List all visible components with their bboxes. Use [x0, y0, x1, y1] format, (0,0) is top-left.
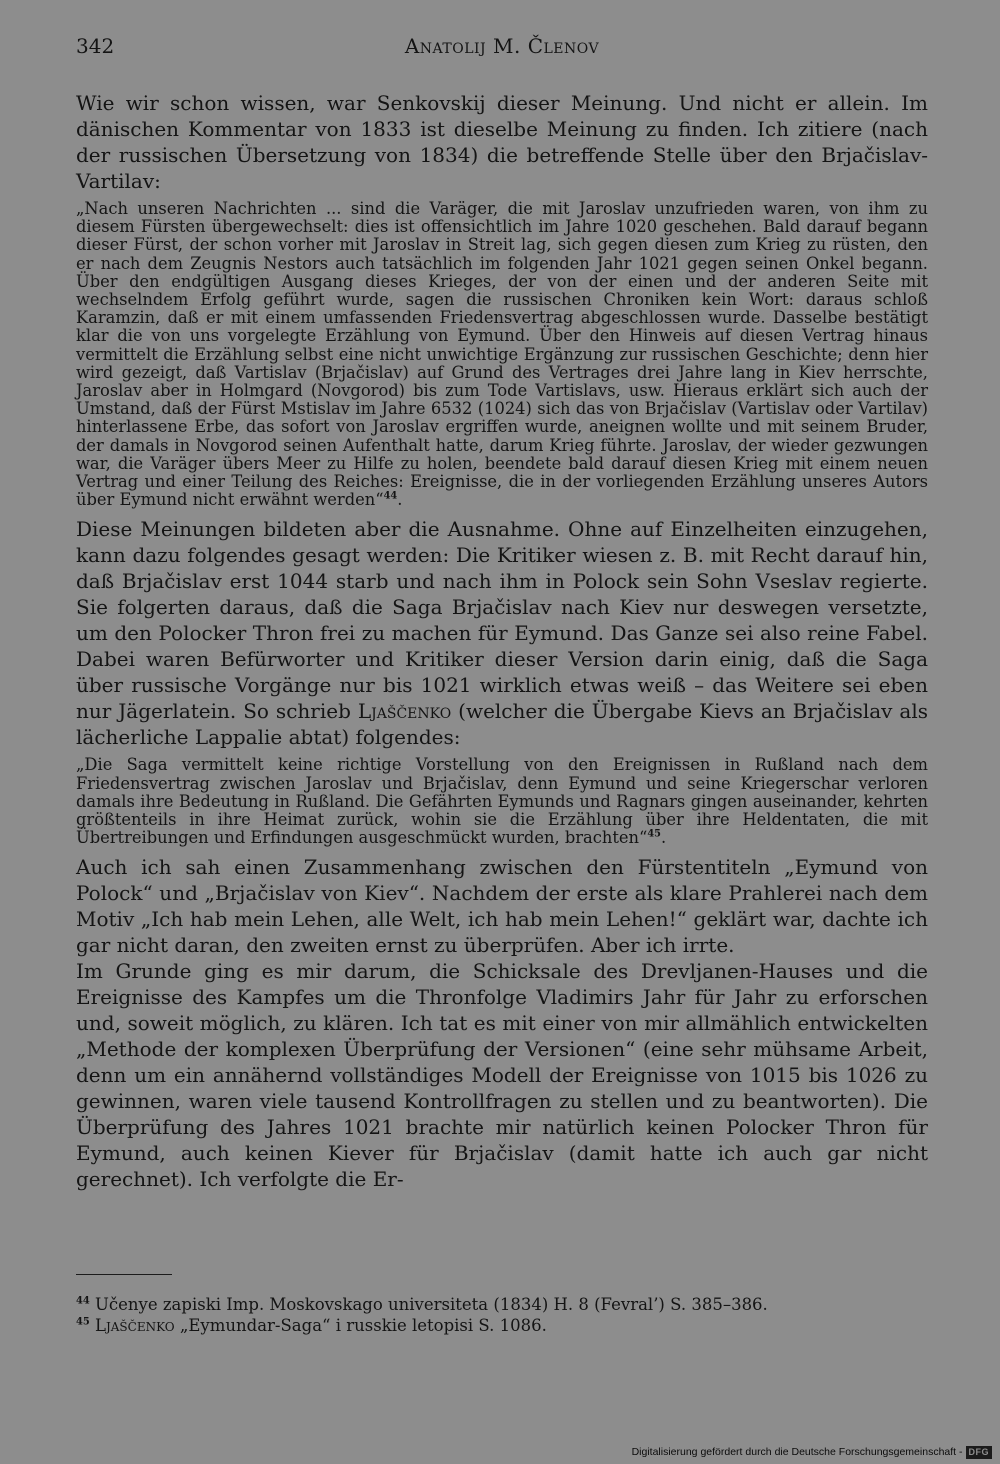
author-name: Ljaščenko — [357, 699, 452, 724]
footnote-ref-45[interactable]: 45 — [647, 828, 661, 840]
page-header — [76, 34, 928, 64]
footnote-divider — [76, 1274, 172, 1275]
footnote-number: 45 — [76, 1316, 90, 1328]
footnotes — [76, 1294, 928, 1336]
quote-end: . — [397, 490, 403, 510]
footnote-44 — [76, 1294, 928, 1315]
footnote-text: „Eymundar-Saga“ i russkie letopisi S. 1086. — [174, 1316, 547, 1335]
credit-text: Digitalisierung gefördert durch die Deutsche Forschungsgemeinschaft - — [631, 1446, 963, 1458]
quote-text: „Nach unseren Nachrichten ... sind die Varäger, die mit Jaroslav unzufrieden waren, von ihm zu diesem Fürsten übergewechselt: dies ist offensichtlich im Jahre 1020 geschehen. Bald darauf begann dieser Fürst, der schon vorher mit Jaroslav in Streit lag, sich gegen diesen zum Krieg zu rüsten, den er nach dem Zeugnis Nestors auch tatsächlich im folgenden Jahr 1021 gegen seinen Onkel begann. Über den endgültigen Ausgang dieses Krieges, der von der einen und der anderen Seite mit wechselndem Erfolg geführt wurde, sagen die russischen Chroniken kein Wort: daraus schloß Karamzin, daß er mit einem umfassenden Friedensvertrag abgeschlossen wurde. Dasselbe bestätigt klar die von uns vorgelegte Erzählung von Eymund. Über den Hinweis auf diesen Vertrag hinaus vermittelt die Erzählung selbst eine nicht unwichtige Ergänzung zur russischen Geschichte; denn hier wird gezeigt, daß Vartislav (Brjačislav) auf Grund des Vertrages drei Jahre lang in Kiev herrschte, Jaroslav aber in Holmgard (Novgorod) bis zum Tode Vartislavs, usw. Hieraus erklärt sich auch der Umstand, daß der Fürst Mstislav im Jahre 6532 (1024) sich das von Brjačislav (Vartislav oder Vartilav) hinterlassene Erbe, das sofort von Jaroslav ergriffen wurde, aneignen wollte und mit seinem Bruder, der damals in Novgorod seinen Aufenthalt hatte, darum Krieg führte. Jaroslav, der wieder gezwungen war, die Varäger übers Meer zu Hilfe zu holen, beendete bald darauf diesen Krieg mit einem neuen Vertrag und einer Teilung des Reiches: Ereignisse, die in der vorliegenden Erzählung unseres Autors über Eymund nicht erwähnt werden“ — [76, 199, 928, 510]
paragraph-2-tail: (welcher die Übergabe Kievs an Brjačislav als lächerliche Lappalie abtat) folgendes: — [76, 699, 929, 750]
quote-end: . — [660, 828, 667, 848]
page-number: 342 — [76, 34, 115, 58]
main-text — [76, 90, 928, 1192]
footnote-ref-44[interactable]: 44 — [383, 490, 398, 502]
footnote-author: Ljaščenko — [95, 1316, 175, 1335]
block-quote-1 — [76, 200, 928, 509]
footnote-number: 44 — [76, 1295, 90, 1307]
paragraph-1: Wie wir schon wissen, war Senkovskij dieser Meinung. Und nicht er allein. Im dänischen Kommentar von 1833 ist dieselbe Meinung zu finden. Ich zitiere (nach der russischen Übersetzung von 1834) die betreffende Stelle über den Brjačislav-Vartilav: — [76, 91, 928, 193]
dfg-logo: DFG — [966, 1446, 993, 1459]
paragraph-2 — [76, 516, 928, 750]
paragraph-3: Auch ich sah einen Zusammenhang zwischen den Fürstentiteln „Eymund von Polock“ und „Brjačislav von Kiev“. Nachdem der erste als klare Prahlerei nach dem Motiv „Ich hab mein Lehen, alle Welt, ich hab mein Lehen!“ geklärt war, dachte ich gar nicht daran, den zweiten ernst zu überprüfen. Aber ich irrte. — [76, 855, 928, 958]
running-head: Anatolij M. Členov — [404, 34, 600, 58]
footnote-text: Učenye zapiski Imp. Moskovskago universiteta (1834) H. 8 (Fevral’) S. 385–386. — [89, 1295, 768, 1314]
footnote-45 — [76, 1315, 928, 1336]
paragraph-4: Im Grunde ging es mir darum, die Schicksale des Drevljanen-Hauses und die Ereignisse des Kampfes um die Thronfolge Vladimirs Jahr für Jahr zu erforschen und, soweit möglich, zu klären. Ich tat es mit einer von mir allmählich entwickelten „Methode der komplexen Überprüfung der Versionen“ (eine sehr mühsame Arbeit, denn um ein annähernd vollständiges Modell der Ereignisse von 1015 bis 1026 zu gewinnen, waren viele tausend Kontrollfragen zu stellen und zu beantworten). Die Überprüfung des Jahres 1021 brachte mir natürlich keinen Polocker Thron für Eymund, auch keinen Kiever für Brjačislav (damit hatte ich auch gar nicht gerechnet). Ich verfolgte die Er- — [76, 959, 928, 1192]
paragraph-2-text: Diese Meinungen bildeten aber die Ausnahme. Ohne auf Einzelheiten einzugehen, kann dazu folgendes gesagt werden: Die Kritiker wiesen z. B. mit Recht darauf hin, daß Brjačislav erst 1044 starb und nach ihm in Polock sein Sohn Vseslav regierte. Sie folgerten daraus, daß die Saga Brjačislav nach Kiev nur deswegen versetzte, um den Polocker Thron frei zu machen für Eymund. Das Ganze sei also reine Fabel. Dabei waren Befürworter und Kritiker dieser Version darin einig, daß die Saga über russische Vorgänge nur bis 1021 wirklich etwas weiß – das Weitere sei eben nur Jägerlatein. So schrieb — [76, 517, 928, 724]
block-quote-2 — [76, 756, 928, 847]
quote-text: „Die Saga vermittelt keine richtige Vorstellung von den Ereignissen in Rußland nach dem Friedensvertrag zwischen Jaroslav und Brjačislav, denn Eymund und seine Kriegerschar verloren damals ihre Bedeutung in Rußland. Die Gefährten Eymunds und Ragnars gingen auseinander, kehrten größtenteils in ihre Heimat zurück, wohin sie die Erzählung über ihre Heldentaten, die mit Übertreibungen und Erfindungen ausgeschmückt wurden, brachten“ — [76, 755, 928, 848]
digitization-credit — [632, 1445, 992, 1459]
